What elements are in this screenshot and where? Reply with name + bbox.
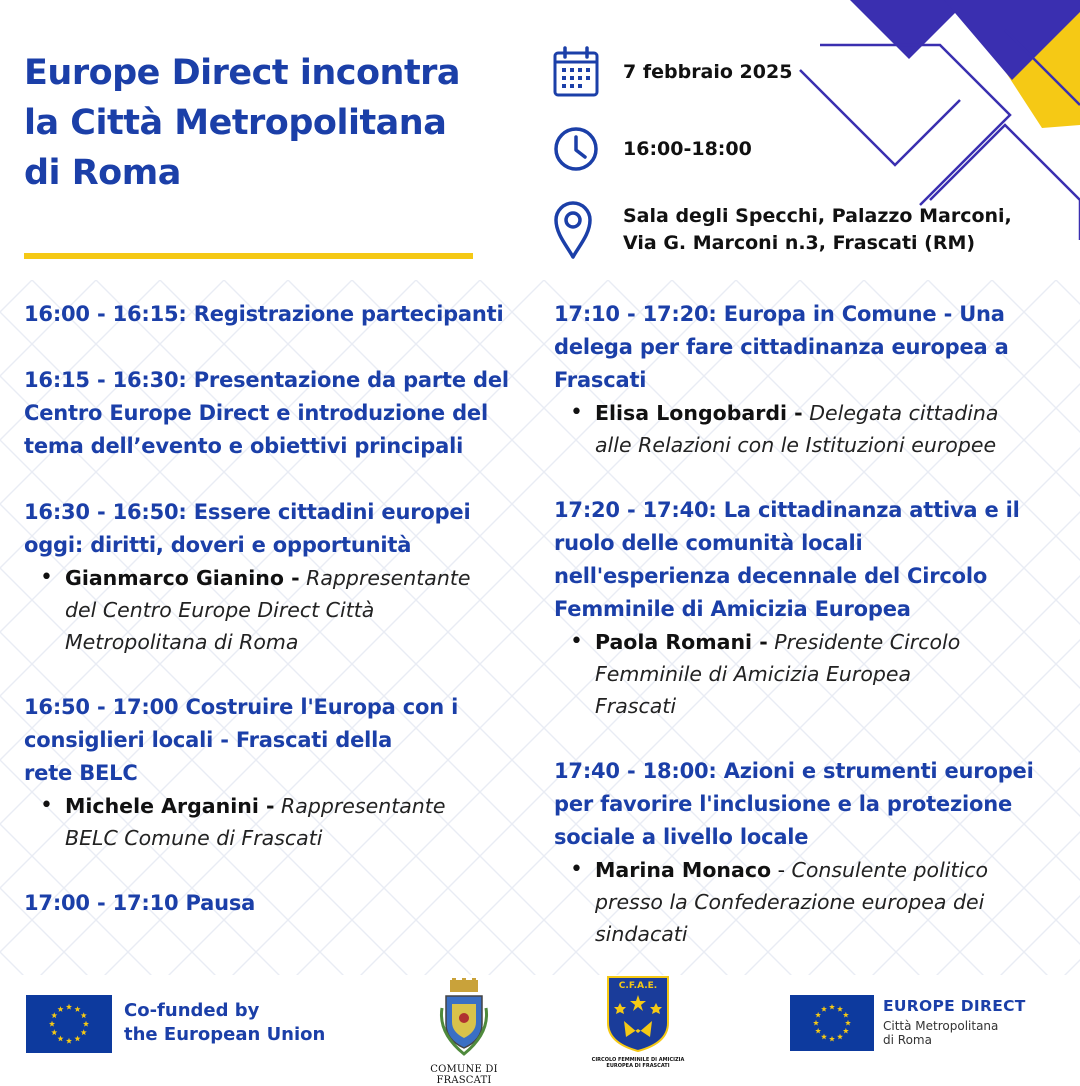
speaker-role-line: presso la Confederazione europea dei [595, 890, 985, 914]
speaker-entry [554, 397, 1074, 461]
program-item-heading-line: 16:50 - 17:00 Costruire l'Europa con i [24, 695, 459, 719]
program-item-heading-line: 16:15 - 16:30: Presentazione da parte del [24, 368, 509, 392]
eu-flag-icon [26, 995, 112, 1053]
speaker-first-line [595, 854, 988, 886]
program-item-heading [24, 496, 534, 562]
calendar-icon [553, 46, 599, 98]
cofunded-line: the European Union [124, 1024, 326, 1045]
title-line: di Roma [24, 153, 181, 193]
speaker-text [65, 562, 471, 658]
speaker-text [595, 397, 998, 461]
event-location [553, 200, 1012, 260]
program-item-heading-line: Femminile di Amicizia Europea [554, 597, 911, 621]
program-item-heading-line: ruolo delle comunità locali [554, 531, 863, 555]
europe-direct-subtitle-line: Città Metropolitana [883, 1019, 999, 1033]
europe-direct-subtitle-line: di Roma [883, 1033, 932, 1047]
bullet-icon: • [40, 565, 53, 590]
bullet-icon: • [570, 629, 583, 654]
bullet-icon: • [570, 400, 583, 425]
speaker-name: Marina Monaco [595, 858, 772, 882]
program-item-heading-line: Frascati [554, 368, 647, 392]
speaker-role-line: del Centro Europe Direct Città [65, 598, 375, 622]
program-item-heading-line: rete BELC [24, 761, 138, 785]
program-item [24, 887, 534, 920]
comune-di-frascati-logo [404, 978, 524, 1086]
speaker-role-line: sindacati [595, 922, 688, 946]
program-item-heading-line: per favorire l'inclusione e la protezione [554, 792, 1013, 816]
program-item-heading-line: 17:10 - 17:20: Europa in Comune - Una [554, 302, 1005, 326]
event-location-text [623, 203, 1012, 257]
program-item [554, 298, 1074, 461]
program-item-heading [24, 691, 534, 790]
europe-direct-logo-text [883, 997, 1026, 1047]
speaker-first-line [65, 562, 471, 594]
program-item-heading [24, 298, 534, 331]
program-item-heading-line: 17:40 - 18:00: Azioni e strumenti europei [554, 759, 1034, 783]
speaker-text [65, 790, 445, 854]
program-item-heading-line: oggi: diritti, doveri e opportunità [24, 533, 412, 557]
program-right-column [554, 298, 1074, 983]
speaker-role: Rappresentante [274, 794, 446, 818]
speaker-entry [24, 790, 534, 854]
location-line: Sala degli Specchi, Palazzo Marconi, [623, 205, 1012, 227]
speaker-entry [554, 854, 1074, 950]
cfae-logo [588, 975, 688, 1069]
speaker-role: Rappresentante [299, 566, 471, 590]
program-item-heading [554, 494, 1074, 626]
europe-direct-title: EUROPE DIRECT [883, 997, 1026, 1015]
cfae-label [588, 1057, 688, 1069]
program-item-heading [24, 364, 534, 463]
program-item-heading-line: nell'esperienza decennale del Circolo [554, 564, 988, 588]
speaker-role-line: BELC Comune di Frascati [65, 826, 323, 850]
speaker-name: Paola Romani - [595, 630, 768, 654]
event-time-text: 16:00-18:00 [623, 138, 752, 160]
program-item-heading [24, 887, 534, 920]
title-line: la Città Metropolitana [24, 103, 447, 143]
frascati-coat-of-arms-icon [438, 978, 490, 1058]
speaker-first-line [65, 790, 445, 822]
program-item-heading-line: Centro Europe Direct e introduzione del [24, 401, 488, 425]
cfae-label-line: EUROPEA DI FRASCATI [606, 1063, 670, 1069]
program-item-heading-line: 17:00 - 17:10 Pausa [24, 891, 256, 915]
footer-logos [0, 975, 1080, 1086]
europe-direct-flag-icon [790, 995, 874, 1051]
location-pin-icon [553, 200, 593, 260]
speaker-name: Elisa Longobardi - [595, 401, 803, 425]
speaker-role: Delegata cittadina [802, 401, 999, 425]
title-line: Europe Direct incontra [24, 53, 461, 93]
page-title [24, 48, 524, 198]
program-left-column [24, 298, 534, 953]
event-time [553, 126, 752, 172]
bullet-icon: • [40, 793, 53, 818]
event-date [553, 46, 792, 98]
cofunded-line: Co-funded by [124, 1000, 260, 1021]
speaker-name: Michele Arganini - [65, 794, 275, 818]
indigo-triangle [850, 0, 968, 59]
program-item-heading-line: 17:20 - 17:40: La cittadinanza attiva e il [554, 498, 1020, 522]
program-item-heading-line: 16:30 - 16:50: Essere cittadini europei [24, 500, 471, 524]
cfae-shield-icon [606, 975, 670, 1053]
location-line: Via G. Marconi n.3, Frascati (RM) [623, 232, 976, 254]
title-underline [24, 253, 473, 259]
bullet-icon: • [570, 857, 583, 882]
speaker-role: Presidente Circolo [767, 630, 961, 654]
speaker-entry [24, 562, 534, 658]
program-item [24, 496, 534, 658]
clock-icon [553, 126, 599, 172]
program-item [24, 298, 534, 331]
program-item-heading-line: delega per fare cittadinanza europea a [554, 335, 1009, 359]
speaker-role: Consulente politico [791, 858, 989, 882]
speaker-text [595, 626, 960, 722]
program-item-heading-line: consiglieri locali - Frascati della [24, 728, 393, 752]
speaker-text [595, 854, 988, 950]
program-item-heading-line: 16:00 - 16:15: Registrazione partecipanti [24, 302, 504, 326]
speaker-role-line: Femminile di Amicizia Europea [595, 662, 912, 686]
program-item-heading [554, 298, 1074, 397]
program-item-heading-line: sociale a livello locale [554, 825, 809, 849]
program-item-heading [554, 755, 1074, 854]
speaker-entry [554, 626, 1074, 722]
cofunded-text [124, 999, 325, 1047]
speaker-role-line: Metropolitana di Roma [65, 630, 299, 654]
cfae-label-line: CIRCOLO FEMMINILE DI AMICIZIA [591, 1057, 685, 1063]
europe-direct-subtitle [883, 1019, 1026, 1047]
speaker-separator: - [771, 858, 792, 882]
cfae-letters: C.F.A.E. [618, 981, 658, 991]
speaker-role-line: alle Relazioni con le Istituzioni europee [595, 433, 997, 457]
program-item [554, 755, 1074, 950]
speaker-first-line [595, 626, 960, 658]
program-item [554, 494, 1074, 722]
speaker-name: Gianmarco Gianino - [65, 566, 300, 590]
speaker-first-line [595, 397, 998, 429]
frascati-label: COMUNE DI FRASCATI [430, 1064, 498, 1086]
speaker-role-line: Frascati [595, 694, 677, 718]
program-item [24, 364, 534, 463]
program-item [24, 691, 534, 854]
program-item-heading-line: tema dell’evento e obiettivi principali [24, 434, 464, 458]
event-date-text: 7 febbraio 2025 [623, 61, 793, 83]
